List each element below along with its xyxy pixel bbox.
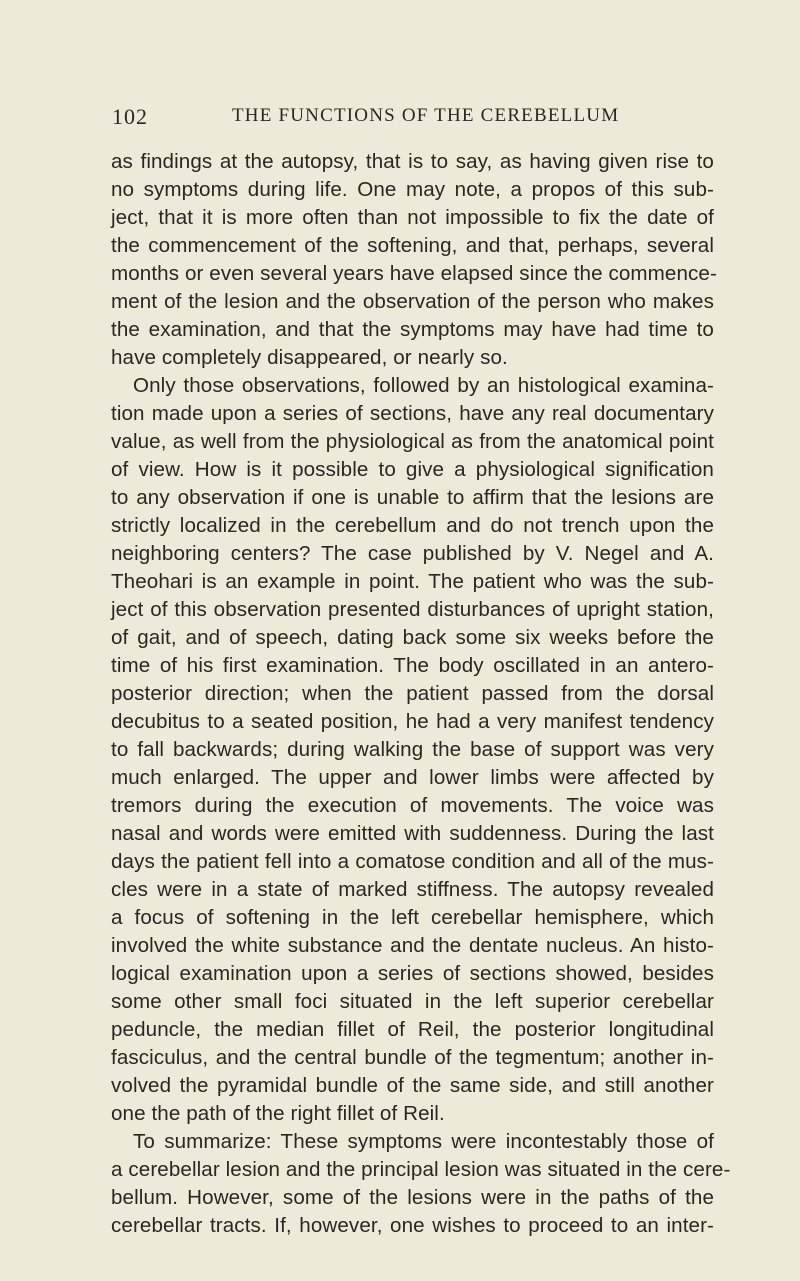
text-line: involved the white substance and the dentate nucleus. An histo- [111, 934, 714, 957]
text-line: ment of the lesion and the observation of the person who makes [111, 290, 714, 313]
text-line: peduncle, the median fillet of Reil, the posterior longitudinal [111, 1018, 714, 1041]
text-line: ject of this observation presented disturbances of upright station, [111, 598, 714, 621]
text-line: To summarize: These symptoms were incontestably those of [133, 1130, 714, 1153]
text-line: of gait, and of speech, dating back some six weeks before the [111, 626, 714, 649]
text-line: days the patient fell into a comatose condition and all of the mus- [111, 850, 714, 873]
text-line: strictly localized in the cerebellum and do not trench upon the [111, 514, 714, 537]
text-line: cerebellar tracts. If, however, one wishes to proceed to an inter- [111, 1214, 714, 1237]
text-line: bellum. However, some of the lesions were in the paths of the [111, 1186, 714, 1209]
text-line: tion made upon a series of sections, have any real documentary [111, 402, 714, 425]
text-line: neighboring centers? The case published by V. Negel and A. [111, 542, 714, 565]
text-line: a cerebellar lesion and the principal lesion was situated in the cere- [111, 1158, 731, 1181]
text-line: tremors during the execution of movements. The voice was [111, 794, 714, 817]
text-line: nasal and words were emitted with suddenness. During the last [111, 822, 714, 845]
text-line: have completely disappeared, or nearly so. [111, 346, 508, 369]
text-line: much enlarged. The upper and lower limbs were affected by [111, 766, 714, 789]
text-line: value, as well from the physiological as from the anatomical point [111, 430, 714, 453]
running-head: THE FUNCTIONS OF THE CEREBELLUM [232, 105, 620, 126]
text-line: to fall backwards; during walking the base of support was very [111, 738, 714, 761]
page-header [112, 104, 712, 140]
text-line: the examination, and that the symptoms may have had time to [111, 318, 714, 341]
text-line: of view. How is it possible to give a physiological signification [111, 458, 714, 481]
text-line: time of his first examination. The body oscillated in an antero- [111, 654, 714, 677]
text-line: logical examination upon a series of sections showed, besides [111, 962, 714, 985]
text-line: posterior direction; when the patient passed from the dorsal [111, 682, 714, 705]
text-line: no symptoms during life. One may note, a propos of this sub- [111, 178, 714, 201]
text-line: cles were in a state of marked stiffness. The autopsy revealed [111, 878, 714, 901]
text-line: a focus of softening in the left cerebellar hemisphere, which [111, 906, 714, 929]
text-line: months or even several years have elapsed since the commence- [111, 262, 717, 285]
text-line: decubitus to a seated position, he had a very manifest tendency [111, 710, 714, 733]
text-line: Only those observations, followed by an histological examina- [133, 374, 714, 397]
text-line: as findings at the autopsy, that is to say, as having given rise to [111, 150, 714, 173]
text-line: to any observation if one is unable to affirm that the lesions are [111, 486, 714, 509]
text-line: volved the pyramidal bundle of the same side, and still another [111, 1074, 714, 1097]
page-number: 102 [112, 104, 148, 129]
text-line: some other small foci situated in the left superior cerebellar [111, 990, 714, 1013]
text-line: ject, that it is more often than not impossible to fix the date of [111, 206, 714, 229]
text-line: fasciculus, and the central bundle of the tegmentum; another in- [111, 1046, 714, 1069]
text-line: Theohari is an example in point. The patient who was the sub- [111, 570, 714, 593]
text-line: the commencement of the softening, and that, perhaps, several [111, 234, 714, 257]
text-line: one the path of the right fillet of Reil. [111, 1102, 445, 1125]
